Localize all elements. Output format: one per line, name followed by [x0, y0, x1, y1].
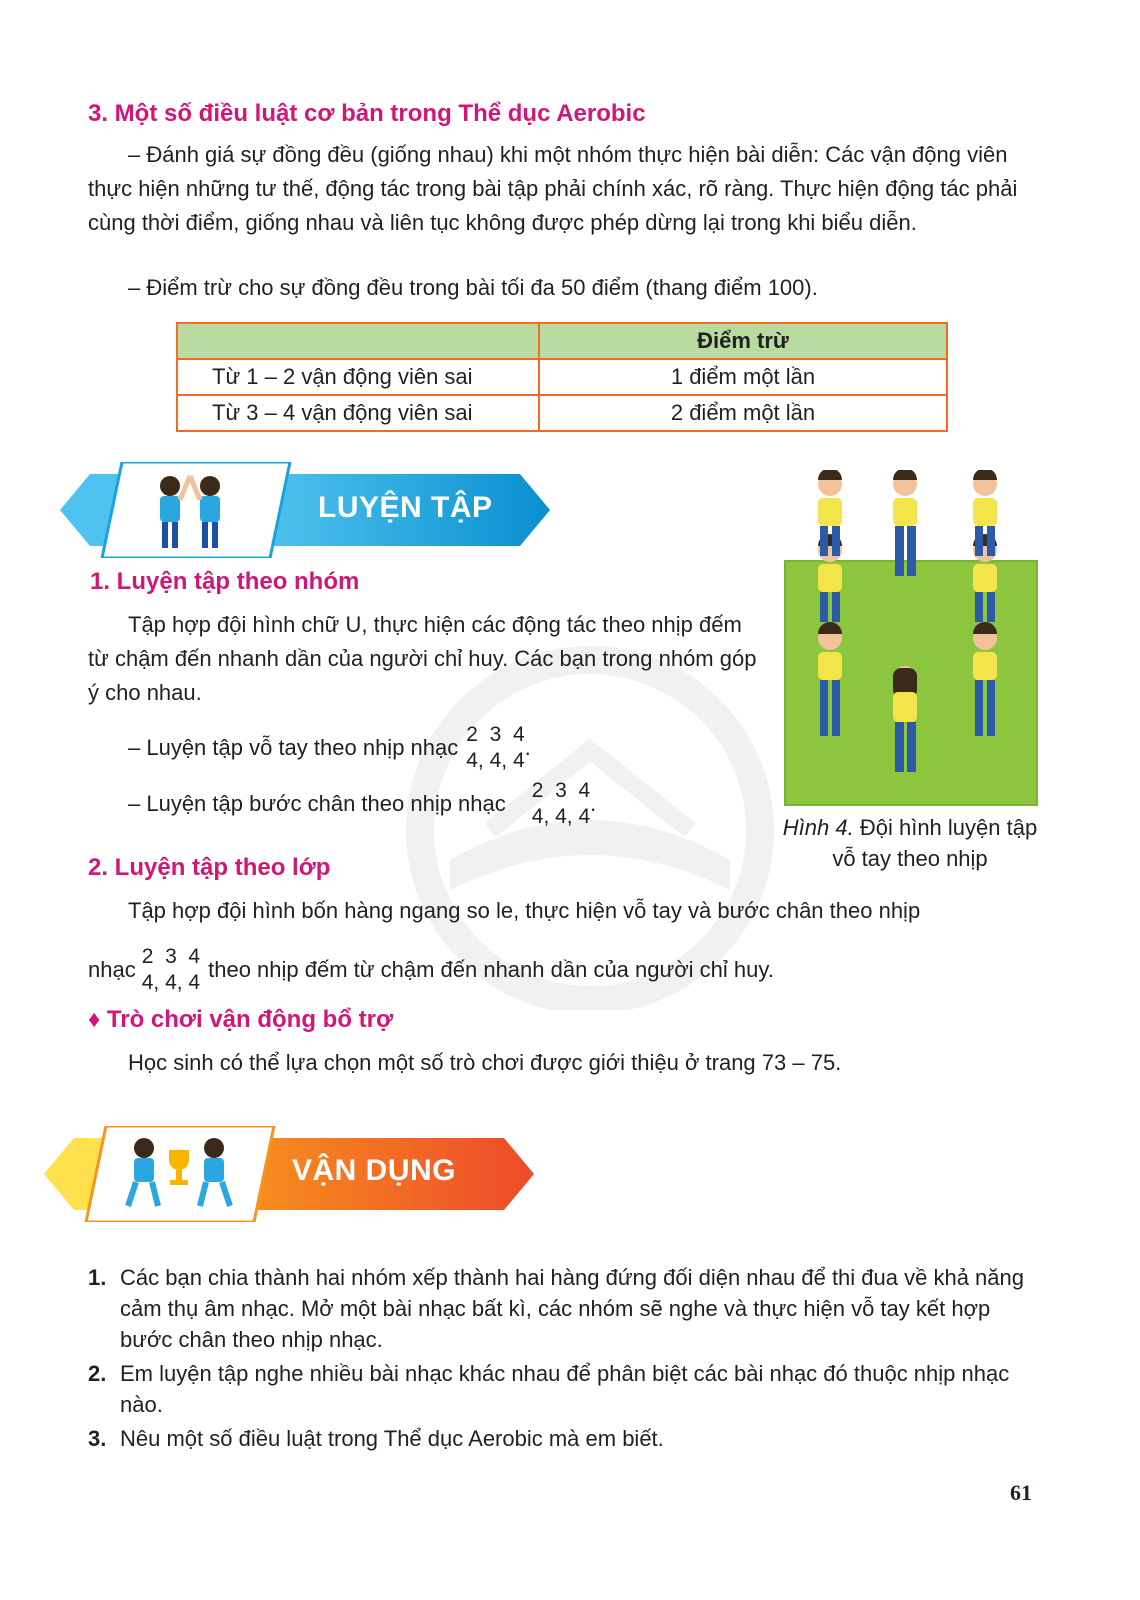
penalty-table — [176, 322, 948, 432]
group-practice-heading: 1. Luyện tập theo nhóm — [90, 568, 360, 595]
table-header-cell: Điểm trừ — [539, 323, 947, 359]
class-practice-suffix: theo nhịp đếm từ chậm đến nhanh dần của người chỉ huy. — [208, 957, 774, 982]
list-item-text: Nêu một số điều luật trong Thể dục Aerobic mà em biết. — [120, 1426, 664, 1451]
period: . — [590, 791, 597, 816]
list-item-text: Em luyện tập nghe nhiều bài nhạc khác nhau để phân biệt các bài nhạc đó thuộc nhịp nhạc nào. — [120, 1361, 1010, 1417]
table-row — [177, 395, 947, 431]
time-signature-fraction — [142, 944, 200, 996]
fraction-denominators: 4, 4, 4 — [466, 749, 525, 772]
support-games-heading: ♦ Trò chơi vận động bổ trợ — [88, 1006, 394, 1033]
table-header-row — [177, 323, 947, 359]
fraction-numerators: 2 3 4 — [531, 779, 591, 802]
list-item-number: 1. — [88, 1265, 107, 1290]
fraction-denominators: 4, 4, 4 — [141, 971, 201, 994]
figure-caption-text: Đội hình luyện tập vỗ tay theo nhịp — [832, 815, 1038, 871]
apply-banner-title: VẬN DỤNG — [292, 1154, 457, 1187]
clap-practice-line — [128, 722, 531, 774]
list-item-text: Các bạn chia thành hai nhóm xếp thành hai hàng đứng đối diện nhau để thi đua về khả năng cảm thụ âm nhạc. Mở một bài nhạc bất kì, các nhóm sẽ nghe và thực hiện vỗ tay kết hợp bước chân theo nhịp nhạc. — [120, 1265, 1024, 1352]
figure-caption-label: Hình 4. — [782, 815, 854, 840]
list-item-number: 2. — [88, 1361, 107, 1386]
table-cell: Từ 3 – 4 vận động viên sai — [177, 395, 539, 431]
section3-paragraph: – Đánh giá sự đồng đều (giống nhau) khi một nhóm thực hiện bài diễn: Các vận động viên thực hiện những tư thế, động tác trong bài tập phải chính xác, rõ ràng. Thực hiện động tác phải cùng thời điểm, giống nhau và liên tục không được phép dừng lại trong khi biểu diễn. — [88, 142, 1018, 235]
apply-list — [88, 1262, 1040, 1457]
section3-heading: 3. Một số điều luật cơ bản trong Thể dục Aerobic — [88, 100, 646, 127]
time-signature-fraction — [532, 778, 590, 830]
page-number: 61 — [1010, 1480, 1032, 1505]
fraction-denominators: 4, 4, 4 — [531, 805, 591, 828]
step-practice-line — [128, 778, 596, 830]
class-practice-prefix: nhạc — [88, 957, 136, 982]
list-item-number: 3. — [88, 1426, 107, 1451]
table-header-cell — [177, 323, 539, 359]
table-row — [177, 359, 947, 395]
list-item — [88, 1358, 1040, 1420]
list-item — [88, 1423, 1040, 1454]
period: . — [524, 735, 531, 760]
table-cell: Từ 1 – 2 vận động viên sai — [177, 359, 539, 395]
support-games-paragraph: Học sinh có thể lựa chọn một số trò chơi được giới thiệu ở trang 73 – 75. — [128, 1050, 842, 1075]
class-practice-paragraph: Tập hợp đội hình bốn hàng ngang so le, thực hiện vỗ tay và bước chân theo nhịp — [128, 898, 921, 923]
figure-caption — [780, 812, 1040, 874]
time-signature-fraction — [466, 722, 524, 774]
fraction-numerators: 2 3 4 — [466, 723, 525, 746]
practice-banner-title: LUYỆN TẬP — [318, 491, 493, 524]
table-cell: 2 điểm một lần — [539, 395, 947, 431]
group-practice-paragraph: Tập hợp đội hình chữ U, thực hiện các động tác theo nhịp đếm từ chậm đến nhanh dần của người chỉ huy. Các bạn trong nhóm góp ý cho nhau. — [88, 612, 757, 705]
class-practice-line2 — [88, 944, 774, 996]
table-cell: 1 điểm một lần — [539, 359, 947, 395]
fraction-numerators: 2 3 4 — [141, 945, 201, 968]
students-u-formation-illustration — [800, 470, 1030, 810]
apply-banner — [44, 1126, 534, 1222]
clap-practice-text: – Luyện tập vỗ tay theo nhịp nhạc — [128, 735, 459, 760]
step-practice-text: – Luyện tập bước chân theo nhịp nhạc — [128, 791, 506, 816]
class-practice-heading: 2. Luyện tập theo lớp — [88, 854, 331, 881]
list-item — [88, 1262, 1040, 1355]
section3-penalty-note: – Điểm trừ cho sự đồng đều trong bài tối đa 50 điểm (thang điểm 100). — [128, 275, 818, 300]
